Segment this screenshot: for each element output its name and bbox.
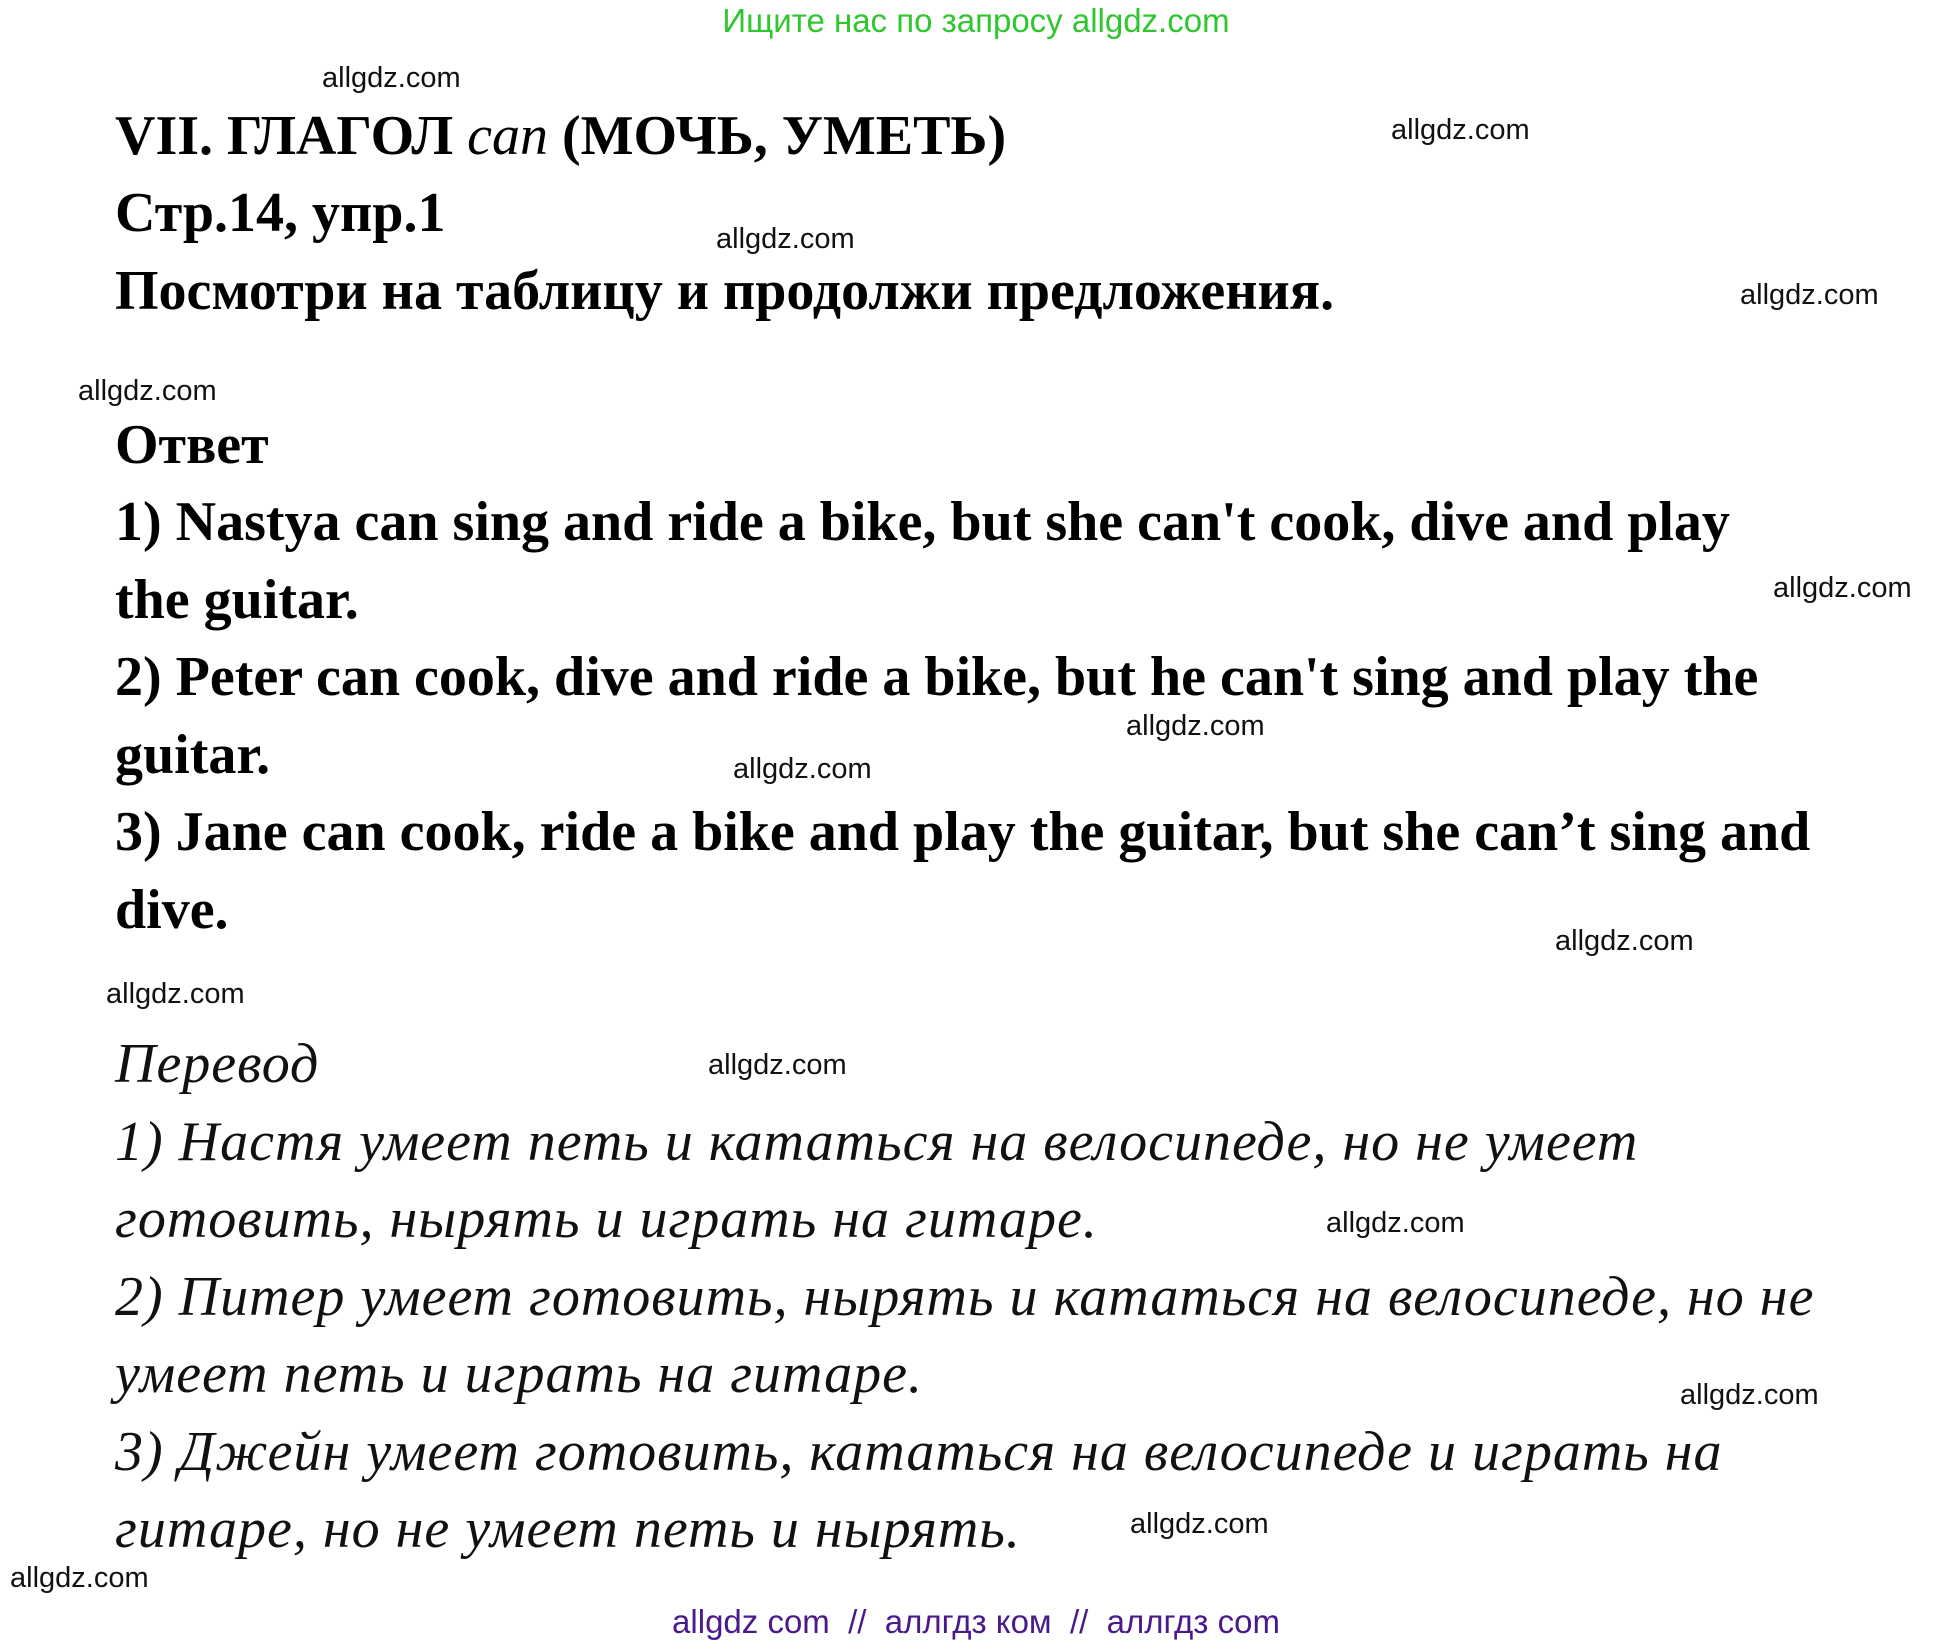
answer-line: 3) Jane can cook, ride a bike and play the guitar, but she can’t sing and (115, 801, 1811, 863)
answer-line: dive. (115, 879, 229, 941)
translation-line: 3) Джейн умеет готовить, кататься на велосипеде и играть на (115, 1421, 1723, 1483)
watermark: allgdz.com (1391, 114, 1530, 146)
watermark: allgdz.com (106, 978, 245, 1010)
watermark: allgdz.com (322, 62, 461, 94)
translation-heading: Перевод (115, 1033, 320, 1095)
answer-line: 2) Peter can cook, dive and ride a bike, but he can't sing and play the (115, 646, 1759, 708)
answer-heading: Ответ (115, 414, 269, 476)
watermark: allgdz.com (1773, 572, 1912, 604)
title-suffix: (МОЧЬ, УМЕТЬ) (561, 105, 1007, 167)
translation-line: готовить, нырять и играть на гитаре. (115, 1188, 1098, 1250)
watermark: allgdz.com (1740, 279, 1879, 311)
page-reference: Стр.14, упр.1 (115, 182, 446, 244)
search-banner: Ищите нас по запросу allgdz.com (722, 2, 1230, 39)
title-italic-word: can (467, 105, 548, 167)
watermark: allgdz.com (1680, 1379, 1819, 1411)
answer-line: 1) Nastya can sing and ride a bike, but she can't cook, dive and play (115, 491, 1730, 553)
title-prefix: VII. ГЛАГОЛ (115, 105, 454, 167)
translation-line: гитаре, но не умеет петь и нырять. (115, 1498, 1021, 1560)
watermark: allgdz.com (733, 753, 872, 785)
watermark: allgdz.com (10, 1562, 149, 1594)
watermark: allgdz.com (1555, 925, 1694, 957)
watermark: allgdz.com (708, 1049, 847, 1081)
task-text: Посмотри на таблицу и продолжи предложения. (115, 260, 1335, 322)
answer-line: guitar. (115, 724, 271, 786)
translation-line: 2) Питер умеет готовить, нырять и кататься на велосипеде, но не (115, 1266, 1815, 1328)
watermark: allgdz.com (1126, 710, 1265, 742)
section-title (115, 105, 1007, 167)
watermark: allgdz.com (78, 375, 217, 407)
watermark: allgdz.com (1130, 1508, 1269, 1540)
footer-links[interactable]: allgdz com // аллгдз ком // аллгдз com (672, 1603, 1280, 1640)
watermark: allgdz.com (1326, 1207, 1465, 1239)
answer-line: the guitar. (115, 569, 359, 631)
watermark: allgdz.com (716, 223, 855, 255)
translation-line: 1) Настя умеет петь и кататься на велосипеде, но не умеет (115, 1111, 1639, 1173)
translation-line: умеет петь и играть на гитаре. (115, 1343, 924, 1405)
